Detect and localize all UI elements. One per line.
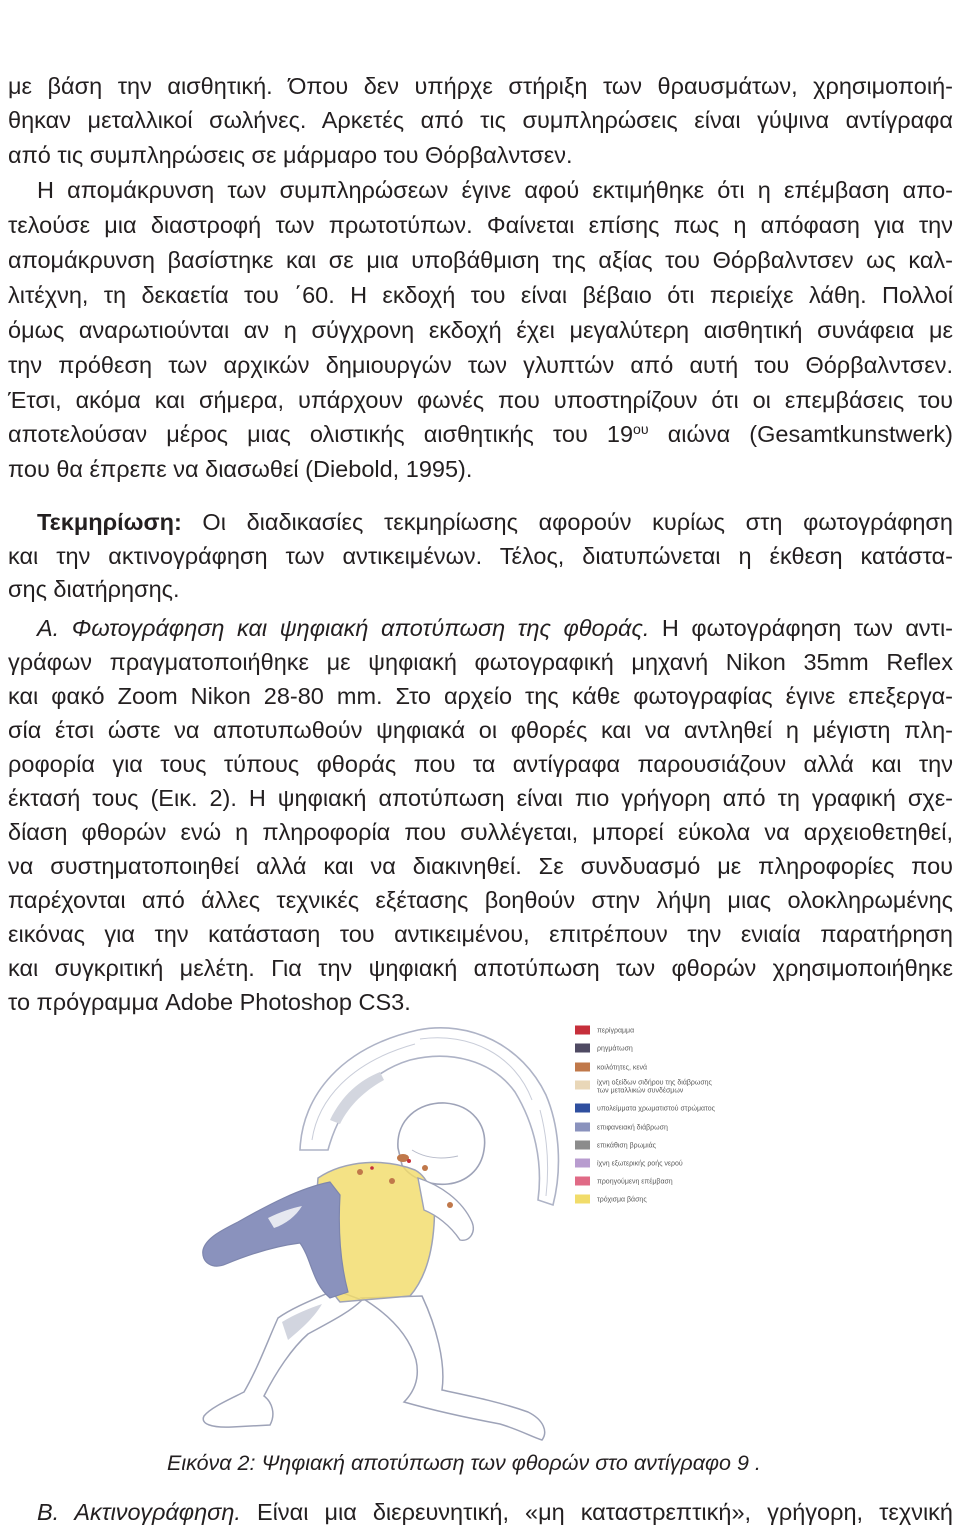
text-line: όμως αναρωτιούνται αν η σύγχρονη εκδοχή έχει μεγαλύτερη αισθητική συνάφεια με	[8, 316, 953, 343]
section-a-paragraph	[8, 611, 953, 1019]
legend-label: ίχνη εξωτερικής ροής νερού	[597, 1160, 683, 1168]
legend-label: τρόχισμα βάσης	[597, 1196, 647, 1204]
legend-label: των μεταλλικών συνδέσμων	[597, 1087, 684, 1095]
legend-swatch	[575, 1104, 590, 1113]
text-line: να συστηματοποιηθεί αλλά και να διακινηθεί. Σε συνδυασμό με πληροφορίες που	[8, 853, 953, 879]
text-line: Έτσι, ακόμα και σήμερα, υπάρχουν φωνές που υποστηρίζουν ότι οι επεμβάσεις του	[8, 386, 953, 413]
damage-spot	[422, 1165, 428, 1171]
text-line: δίαση φθορών ενώ η πληροφορία που συλλέγεται, μπορεί εύκολα να αρχειοθετηθεί,	[8, 819, 953, 845]
text-line: και φακό Zoom Nikon 28-80 mm. Στο αρχείο της κάθε φωτογραφίας έγινε επεξεργα-	[8, 683, 953, 709]
text-line: παρέχονται από άλλες τεχνικές εξέτασης βοηθούν στην λήψη μιας ολοκληρωμένης	[8, 887, 953, 913]
figure-legend	[575, 1026, 716, 1204]
legend-swatch	[575, 1081, 590, 1090]
text-line: θηκαν μεταλλικοί σωλήνες. Αρκετές από τις συμπληρώσεις είναι γύψινα αντίγραφα	[8, 107, 953, 134]
figure-caption: Εικόνα 2: Ψηφιακή αποτύπωση των φθορών στο αντίγραφο 9 .	[167, 1451, 761, 1475]
damage-spot	[447, 1202, 453, 1208]
legend-swatch	[575, 1044, 590, 1053]
documentation-heading: Τεκμηρίωση:	[37, 509, 182, 535]
legend-label: περίγραμμα	[597, 1027, 635, 1035]
damage-map-figure	[190, 1015, 735, 1445]
text-line: απομάκρυνση βασίστηκε και σε μια υποβάθμιση της αξίας του Θόρβαλντσεν ως καλ-	[8, 246, 953, 273]
text-line: που θα έπρεπε να διασωθεί (Diebold, 1995).	[8, 456, 473, 483]
superscript-ordinal: ου	[633, 420, 649, 437]
text-line: σης διατήρησης.	[8, 576, 180, 602]
damage-spot	[389, 1178, 395, 1184]
line-text: Οι διαδικασίες τεκμηρίωσης αφορούν κυρίως στη φωτογράφηση	[181, 509, 953, 535]
legend-swatch	[575, 1195, 590, 1204]
back-leg	[362, 1296, 545, 1440]
intro-paragraphs	[8, 69, 953, 488]
text-line	[8, 1495, 953, 1529]
legend-label: υπολείμματα χρωματιστού στρώματος	[597, 1105, 715, 1113]
line-text: αποτελούσαν μέρος μιας ολιστικής αισθητικής του 19	[8, 421, 634, 448]
text-line: την πρόθεση των αρχικών δημιουργών των γλυπτών από αυτή του Θόρβαλντσεν.	[8, 351, 953, 378]
line-text: Η φωτογράφηση των αντι-	[649, 615, 953, 641]
text-line: λιτέχνη, τη δεκαετία του ΄60. Η εκδοχή του είναι βέβαιο ότι περιείχε λάθη. Πολλοί	[8, 281, 953, 308]
legend-swatch	[575, 1123, 590, 1132]
section-b-heading: Β. Ακτινογράφηση.	[37, 1499, 241, 1525]
damage-spot	[407, 1159, 411, 1163]
damage-spot	[357, 1169, 363, 1175]
text-line: εικόνας για την κατάσταση του αντικειμένου, επιτρέπουν την ενιαία παρατήρηση	[8, 921, 953, 947]
legend-swatch	[575, 1026, 590, 1035]
damage-spot	[370, 1166, 374, 1170]
text-line: με βάση την αισθητική. Όπου δεν υπήρχε στήριξη των θραυσμάτων, χρησιμοποιή-	[8, 72, 953, 99]
legend-label: επιφανειακή διάβρωση	[597, 1124, 668, 1132]
text-line: γράφων πραγματοποιήθηκε με ψηφιακή φωτογραφική μηχανή Nikon 35mm Reflex	[8, 649, 953, 675]
legend-swatch	[575, 1141, 590, 1150]
text-line: από τις συμπληρώσεις σε μάρμαρο του Θόρβαλντσεν.	[8, 142, 573, 169]
legend-label: προηγούμενη επέμβαση	[597, 1178, 673, 1186]
legend-swatch	[575, 1177, 590, 1186]
text-line	[8, 506, 953, 540]
text-line	[8, 417, 953, 452]
section-a-heading: Α. Φωτογράφηση και ψηφιακή αποτύπωση της φθοράς.	[37, 615, 650, 641]
legend-label: επικάθιση βρωμιάς	[597, 1142, 657, 1150]
legend-swatch	[575, 1159, 590, 1168]
legend-label: ίχνη οξείδων σιδήρου της διάβρωσης	[597, 1079, 712, 1087]
text-line: τελούσε μια διαστροφή των πρωτοτύπων. Φαίνεται επίσης πως η απόφαση για την	[8, 212, 953, 239]
warrior-drawing	[203, 1028, 559, 1440]
front-leg	[203, 1290, 362, 1427]
text-line: έκτασή τους (Εικ. 2). Η ψηφιακή αποτύπωση είναι πιο γρήγορη από τη γραφική σχε-	[8, 785, 953, 811]
text-line: ροφορία για τους τύπους φθοράς που τα αντίγραφα παρουσιάζουν αλλά και την	[8, 751, 953, 777]
text-line: Η απομάκρυνση των συμπληρώσεων έγινε αφού εκτιμήθηκε ότι η επέμβαση απο-	[37, 177, 953, 204]
legend-swatch	[575, 1063, 590, 1072]
text-line: και την ακτινογράφηση των αντικειμένων. Τέλος, διατυπώνεται η έκθεση κατάστα-	[8, 542, 953, 569]
legend-label: ρηγμάτωση	[597, 1045, 633, 1053]
text-line: σία έτσι ώστε να αποτυπωθούν ψηφιακά οι φθορές και να αντληθεί η μέγιστη πλη-	[8, 717, 953, 743]
left-arm	[203, 1182, 348, 1298]
legend-label: κοιλότητες, κενά	[597, 1064, 648, 1072]
text-line: το πρόγραμμα Adobe Photoshop CS3.	[8, 989, 411, 1015]
section-b-paragraph	[8, 1495, 953, 1529]
text-line	[8, 611, 953, 645]
text-line: και συγκριτική μελέτη. Για την ψηφιακή αποτύπωση των φθορών χρησιμοποιήθηκε	[8, 955, 953, 981]
line-text: Είναι μια διερευνητική, «μη καταστρεπτική», γρήγορη, τεχνική	[240, 1499, 953, 1525]
documentation-paragraph	[8, 506, 953, 607]
line-text: αιώνα (Gesamtkunstwerk)	[648, 421, 953, 448]
